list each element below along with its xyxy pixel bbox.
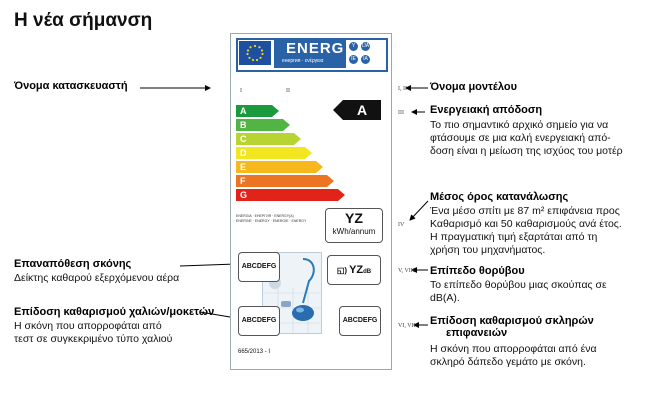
energ-title: ENERG <box>286 40 345 57</box>
energy-class-bar-tip <box>272 105 279 117</box>
arrow-consumption <box>410 201 428 220</box>
energy-class-bar-tip <box>283 119 290 131</box>
energy-class-desc: Το πιο σημαντικό αρχικό σημείο για να φτάσουμε σε μια καλή ενεργειακή από- δοση είναι η μείωση της ισχύος του μοτέρ <box>430 119 623 157</box>
consumption-unit: kWh/annum <box>332 227 376 236</box>
noise-label: Επίπεδο θορύβου <box>430 265 525 277</box>
dust-desc: Δείκτης καθαρού εξερχόμενου αέρα <box>14 272 180 284</box>
carpet-desc: Η σκόνη που απορροφάται από τεστ σε συγκεκριμένο τύπο χαλιού <box>14 320 173 345</box>
roman-vi-vii: VI, VII <box>398 323 416 329</box>
lang-dot: IJA <box>361 43 370 49</box>
energy-class-bar-d: D <box>236 147 305 159</box>
dust-emission-icon: ABCDEFG <box>238 252 280 282</box>
regulation-number: 665/2013 - I <box>238 349 271 355</box>
hard-floor-label: Επίδοση καθαρισμού σκληρών επιφανειών <box>430 315 594 339</box>
energy-class-bar-g: G <box>236 189 338 201</box>
energy-class-bar-e: E <box>236 161 316 173</box>
model-label: Όνομα μοντέλου <box>430 81 518 93</box>
energy-class-bar-tip <box>338 189 345 201</box>
noise-desc: Το επίπεδο θορύβου μιας σκούπας σε dB(A). <box>430 279 607 304</box>
consumption-desc: Ένα μέσο σπίτι με 87 m² επιφάνεια προς Καθαρισμό και 50 καθαρισμούς ανά έτος. Η πραγματική τιμή εξαρτάται από τη χρήση του μηχανήματος. <box>430 205 622 256</box>
label-fine-print: ENERGIA · ЕНЕРГИЯ · ENERGY(A) ENERGIE · ENERGY · ENERGIE · ENERGY <box>236 214 307 223</box>
lang-dot: IA <box>361 55 370 64</box>
label-field-i: I <box>240 88 242 94</box>
consumption-label: Μέσος όρος κατανάλωσης <box>430 191 569 203</box>
energy-class-bar-tip <box>316 161 323 173</box>
noise-icon-box <box>327 255 381 285</box>
selected-class: A <box>343 100 381 120</box>
label-field-ii: II <box>286 88 290 94</box>
hard-floor-class-icon: ABCDEFG <box>339 306 381 336</box>
energy-class-bar-tip <box>294 133 301 145</box>
noise-unit: dB <box>363 269 372 275</box>
page-title: Η νέα σήμανση <box>14 10 153 31</box>
energ-subtitle: енергия · ενέργεια <box>282 58 324 64</box>
roman-v-viii: V, VIII <box>398 268 415 274</box>
lang-dot: Y <box>349 42 358 51</box>
energy-class-bar-a: A <box>236 105 272 117</box>
energy-class-bar-tip <box>327 175 334 187</box>
consumption-box <box>325 208 383 243</box>
selected-class-arrow <box>333 100 343 120</box>
carpet-label: Επίδοση καθαρισμού χαλιών/μοκετών <box>14 306 215 318</box>
energy-class-bar-b: B <box>236 119 283 131</box>
hard-floor-desc: Η σκόνη που απορροφάται από ένα σκληρό δάπεδο γεμάτο με σκόνη. <box>430 343 597 368</box>
dust-label: Επαναπόθεση σκόνης <box>14 258 132 270</box>
carpet-class-icon: ABCDEFG <box>238 306 280 336</box>
arrow-dust <box>180 264 236 266</box>
noise-value: YZ <box>349 264 364 276</box>
energy-class-bar-tip <box>305 147 312 159</box>
energy-class-bar-c: C <box>236 133 294 145</box>
energy-class-bar-f: F <box>236 175 327 187</box>
roman-i-ii: I, II <box>398 86 407 92</box>
roman-iii: III <box>398 110 404 116</box>
eu-flag-icon <box>239 41 271 65</box>
speaker-icon: ◱) <box>336 266 348 275</box>
manufacturer-label: Όνομα κατασκευαστή <box>14 80 128 92</box>
consumption-value: YZ <box>345 210 363 226</box>
roman-iv: IV <box>398 222 405 228</box>
lang-dot: IE <box>349 55 358 64</box>
energy-class-label: Ενεργειακή απόδοση <box>430 104 543 116</box>
